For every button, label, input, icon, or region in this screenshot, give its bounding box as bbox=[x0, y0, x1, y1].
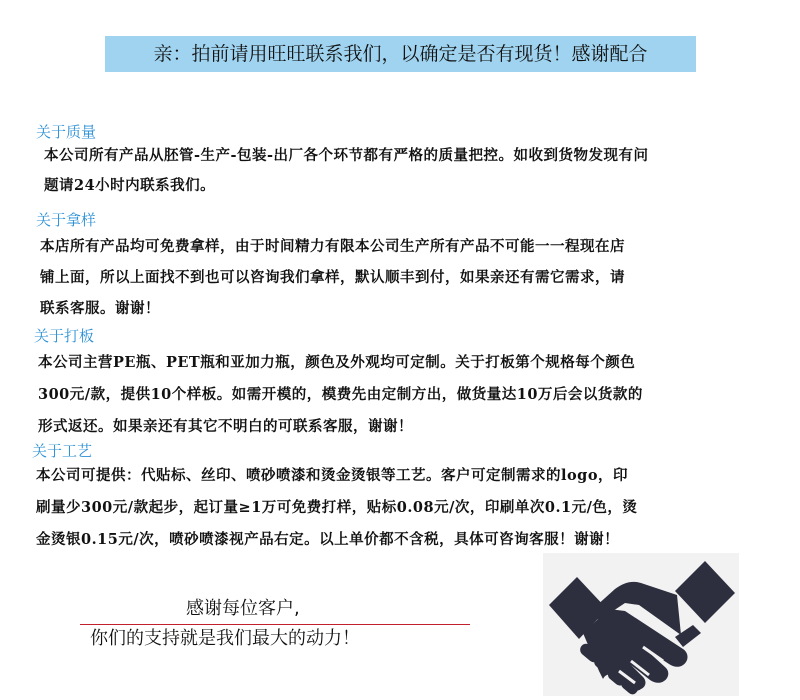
text-line: 金烫银0.15元/次，喷砂喷漆视产品右定。以上单价都不含税，具体可咨询客服！谢谢！ bbox=[36, 531, 620, 548]
section-text-sample bbox=[40, 231, 625, 324]
section-heading-quality: 关于质量 bbox=[36, 123, 97, 141]
text-line: 本店所有产品均可免费拿样，由于时间精力有限本公司生产所有产品不可能一一程现在店 bbox=[40, 238, 625, 255]
thank-you-message bbox=[80, 596, 470, 653]
thank-you-line-2: 你们的支持就是我们最大的动力！ bbox=[90, 628, 360, 649]
text-line: 刷量少300元/款起步，起订量≥1万可免费打样，贴标0.08元/次，印刷单次0.1元/色，烫 bbox=[36, 499, 638, 516]
text-line: 本公司所有产品从胚管-生产-包装-出厂各个环节都有严格的质量把控。如收到货物发现有问 bbox=[44, 147, 649, 164]
section-text-quality bbox=[44, 142, 649, 200]
section-heading-proofing: 关于打板 bbox=[34, 327, 95, 345]
handshake-icon-svg bbox=[543, 553, 739, 696]
text-line: 联系客服。谢谢！ bbox=[40, 300, 160, 317]
text-line: 形式返还。如果亲还有其它不明白的可联系客服，谢谢！ bbox=[38, 418, 413, 435]
section-text-craft bbox=[36, 460, 637, 556]
thank-you-line-1: 感谢每位客户, bbox=[186, 598, 300, 619]
handshake-icon bbox=[543, 553, 739, 696]
section-text-proofing bbox=[38, 347, 643, 443]
notice-banner: 亲：拍前请用旺旺联系我们，以确定是否有现货！感谢配合 bbox=[105, 36, 696, 72]
text-line: 本公司主营PE瓶、PET瓶和亚加力瓶，颜色及外观均可定制。关于打板第个规格每个颜色 bbox=[38, 354, 636, 371]
section-heading-sample: 关于拿样 bbox=[36, 211, 97, 229]
text-line: 铺上面，所以上面找不到也可以咨询我们拿样，默认顺丰到付，如果亲还有需它需求，请 bbox=[40, 269, 625, 286]
text-line: 300元/款，提供10个样板。如需开模的，模费先由定制方出，做货量达10万后会以货款的 bbox=[38, 386, 643, 403]
text-line: 题请24小时内联系我们。 bbox=[44, 177, 216, 194]
text-line: 本公司可提供：代贴标、丝印、喷砂喷漆和烫金烫银等工艺。客户可定制需求的logo，印 bbox=[36, 467, 628, 484]
handshake-icon-shape bbox=[549, 561, 735, 696]
section-heading-craft: 关于工艺 bbox=[32, 442, 93, 460]
